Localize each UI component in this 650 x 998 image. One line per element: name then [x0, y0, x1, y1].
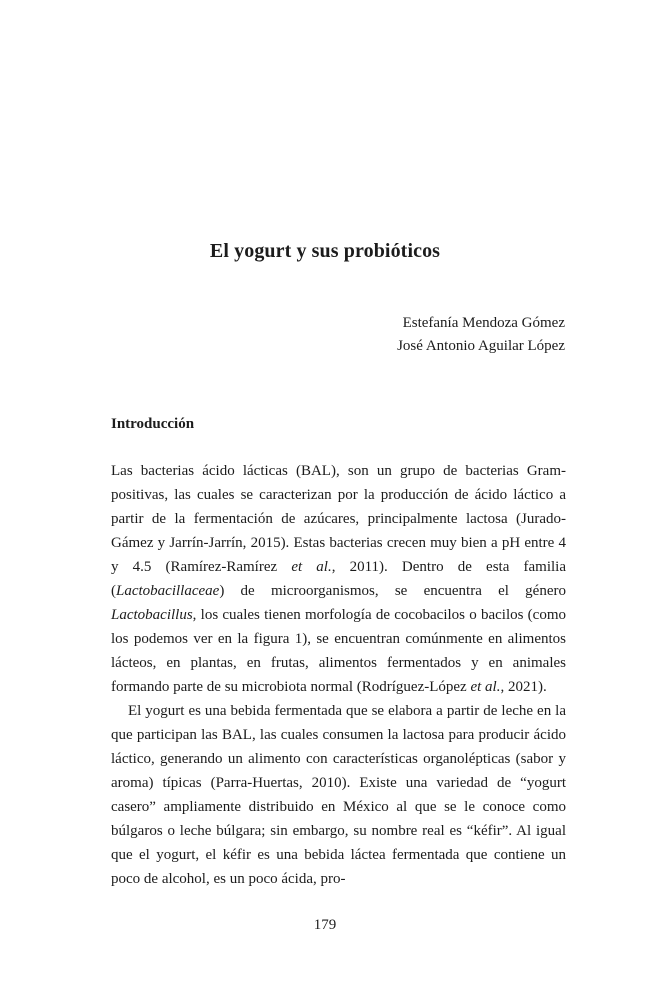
text-run: ) de microorganismos, se encuentra el género [219, 583, 566, 599]
text-run: , los cuales tienen morfología de cocobacilos o bacilos (como los podemos ver en la figura 1), se encuentran comúnmente en alimentos lácteos, en plantas, en frutas, alimentos fermentados y en animales formando parte de su microbiota normal (Rodríguez-López [111, 607, 566, 695]
paragraph [111, 459, 566, 699]
paragraph [111, 699, 566, 891]
text-run: , 2021). [500, 679, 547, 695]
section-heading: Introducción [111, 416, 195, 432]
italic-run: Lactobacillus [111, 607, 193, 623]
italic-run: et al. [291, 559, 332, 575]
text-run: , 2011). Dentro de esta familia ( [111, 559, 566, 599]
text-run: Las bacterias ácido lácticas (BAL), son un grupo de bacterias Gram-positivas, las cuales se caracterizan por la producción de ácido láctico a partir de la fermentación de azúcares, principalmente lactosa (Jurado-Gámez y Jarrín-Jarrín, 2015). Estas bacterias crecen muy bien a pH entre 4 y 4.5 (Ramírez-Ramírez [111, 463, 566, 575]
chapter-title: El yogurt y sus probióticos [209, 240, 441, 262]
author-list [397, 312, 565, 358]
author-name: Estefanía Mendoza Gómez [402, 315, 565, 331]
body-text [111, 459, 566, 891]
italic-run: Lactobacillaceae [116, 583, 220, 599]
author-name: José Antonio Aguilar López [397, 338, 565, 354]
text-run: El yogurt es una bebida fermentada que se elabora a partir de leche en la que participan las BAL, las cuales consumen la lactosa para producir ácido láctico, generando un alimento con características organolépticas (sabor y aroma) típicas (Parra-Huertas, 2010). Existe una variedad de “yogurt casero” ampliamente distribuido en México al que se le conoce como búlgaros o leche búlgara; sin embargo, su nombre real es “kéfir”. Al igual que el yogurt, el kéfir es una bebida láctea fermentada que contiene un poco de alcohol, es un poco ácida, pro- [111, 703, 566, 887]
italic-run: et al. [470, 679, 501, 695]
page-number: 179 [313, 917, 337, 933]
